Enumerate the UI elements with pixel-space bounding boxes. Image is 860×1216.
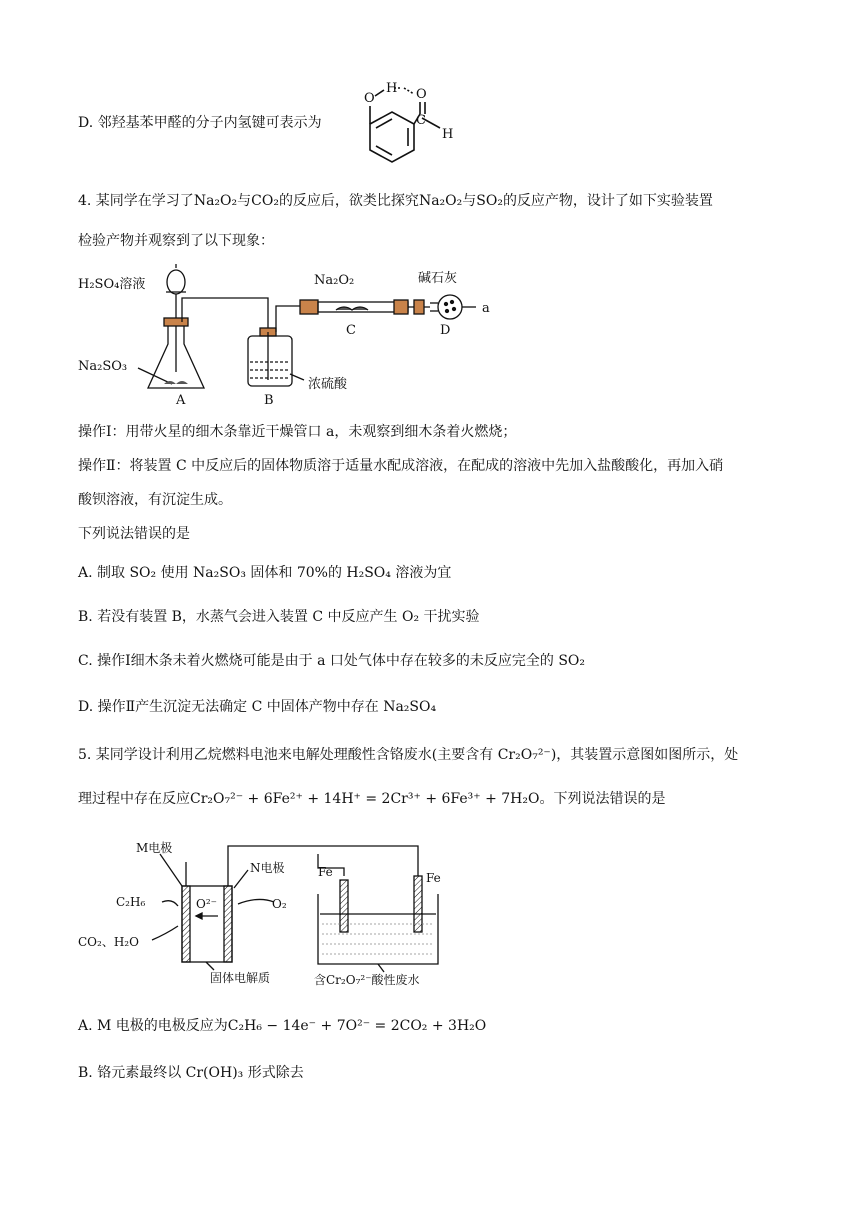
label-h2so4: H₂SO₄溶液 [78,277,146,292]
separatory-funnel [167,270,185,294]
label-na2o2: Na₂O₂ [314,273,355,288]
q4-text: 的反应产物，设计了如下实验装置 [502,193,713,209]
q5-option-a [78,1016,486,1036]
label-m-electrode: M电极 [136,841,173,855]
q4-option-a: A. 制取 SO₂ 使用 Na₂SO₃ 固体和 70%的 H₂SO₄ 溶液为宜 [78,565,452,581]
q4-op2-line1: 操作Ⅱ：将装置 C 中反应后的固体物质溶于适量水配成溶液，在配成的溶液中先加入盐酸酸化，再加入硝 [78,458,724,474]
label-products: CO₂、H₂O [78,935,139,949]
formula-so2: SO₂ [476,193,503,209]
q4-stem-line2: 检验产物并观察到了以下现象： [78,233,274,249]
struct-h: H [386,81,398,96]
salicylaldehyde-structure [340,66,480,176]
label-na2so3: Na₂SO₃ [78,359,128,374]
q4-text: 与 [237,193,252,209]
electrolysis-figure [78,832,458,992]
formula-na2o2: Na₂O₂ [193,193,238,209]
q5-text: A. M 电极的电极反应为 [78,1018,228,1034]
label-wastewater: 含Cr₂O₇²⁻酸性废水 [314,973,420,987]
label-port-a: a [482,301,490,316]
q5-equation: Cr₂O₇²⁻ + 6Fe²⁺ + 14H⁺ = 2Cr³⁺ + 6Fe³⁺ + 7H₂O [190,791,540,807]
q5-text: 。下列说法错误的是 [539,791,666,807]
label-d: D [440,323,451,338]
q4-stem-line1 [78,191,713,211]
q5-option-a-equation: C₂H₆ − 14e⁻ + 7O²⁻ = 2CO₂ + 3H₂O [227,1018,487,1034]
label-a: A [176,393,186,408]
label-c: C [346,323,356,338]
label-solid-electrolyte: 固体电解质 [210,971,271,985]
formula-na2o2: Na₂O₂ [418,193,463,209]
label-c2h6: C₂H₆ [116,895,146,909]
q4-op1: 操作Ⅰ：用带火星的细木条靠近干燥管口 a，未观察到细木条着火燃烧； [78,424,517,440]
apparatus-figure [78,262,518,412]
q4-option-b: B. 若没有装置 B，水蒸气会进入装置 C 中反应产生 O₂ 干扰实验 [78,609,480,625]
q4-text: 与 [462,193,477,209]
q5-stem-line2 [78,789,665,809]
formula-co2: CO₂ [251,193,279,209]
struct-c: C [416,113,426,128]
q4-option-c: C. 操作Ⅰ细木条未着火燃烧可能是由于 a 口处气体中存在较多的未反应完全的 SO₂ [78,653,586,669]
label-conc-acid: 浓硫酸 [308,377,348,392]
q4-text: 的反应后，欲类比探究 [278,193,419,209]
struct-o1: O [364,91,375,106]
label-b: B [264,393,274,408]
drying-tube-d [438,295,462,319]
q4-question: 下列说法错误的是 [78,526,190,542]
q5-option-b: B. 铬元素最终以 Cr(OH)₃ 形式除去 [78,1065,304,1081]
label-fe-left: Fe [318,865,333,879]
label-o2: O₂ [272,897,287,911]
struct-h2: H [442,127,454,142]
q5-stem-line1: 5. 某同学设计利用乙烷燃料电池来电解处理酸性含铬废水(主要含有 Cr₂O₇²⁻)，其装置示意图如图所示，处 [78,747,739,763]
label-o2-ion: O²⁻ [196,897,217,911]
label-fe-right: Fe [426,871,441,885]
label-n-electrode: N电极 [250,861,285,875]
q3-option-d: D. 邻羟基苯甲醛的分子内氢键可表示为 [78,115,322,131]
q4-op2-line2: 酸钡溶液，有沉淀生成。 [78,492,232,508]
q4-text: 4. 某同学在学习了 [78,193,194,209]
q4-option-d: D. 操作Ⅱ产生沉淀无法确定 C 中固体产物中存在 Na₂SO₄ [78,699,437,715]
struct-o2: O [416,87,427,102]
label-soda-lime: 碱石灰 [418,271,458,286]
q5-text: 理过程中存在反应 [78,791,190,807]
